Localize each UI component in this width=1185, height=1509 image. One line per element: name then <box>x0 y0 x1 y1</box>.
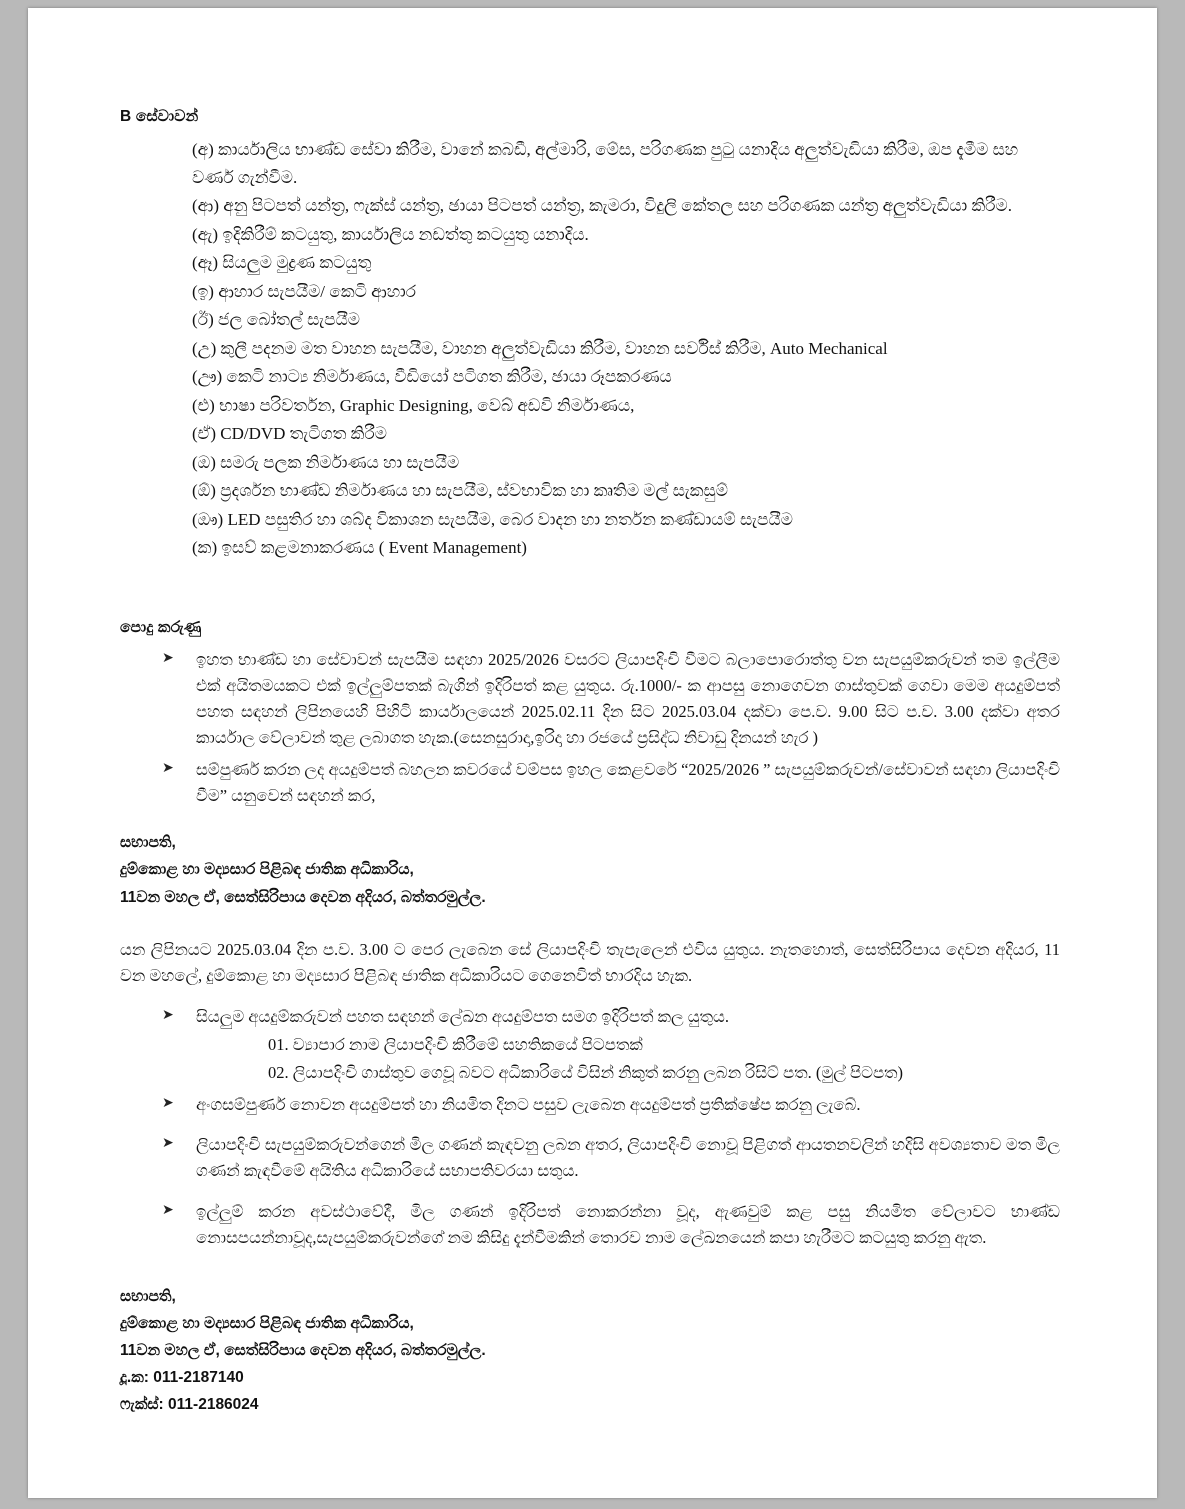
list-item: (ඉ) ආහාර සැපයීම/ කෙටි ආහාර <box>192 281 417 301</box>
address-line: සභාපති, <box>120 834 176 852</box>
spacer <box>120 815 1060 829</box>
address-line: දුම්කොළ හා මද්‍යසාර පිළිබඳ ජාතික අධිකාරිය, <box>120 1314 414 1332</box>
requirements-bullet-list <box>120 1004 1060 1251</box>
address-line: 11වන මහල ඒ, සෙත්සිරිපාය දෙවන අදියර, බත්තරමුල්ල. <box>120 1341 486 1359</box>
spacer <box>120 990 1060 1004</box>
fax-label: ෆැක්ස්: <box>120 1396 164 1414</box>
general-bullet-list <box>120 647 1060 809</box>
list-item: (ඖ) LED පසුතිර හා ශබ්ද විකාශන සැපයීම, බෙර වාදන හා නර්තන කණ්ඩායම් සැපයීම <box>192 509 793 529</box>
fax-line <box>120 1391 1060 1418</box>
list-item: ➤ ඉහත භාණ්ඩ හා සේවාවන් සැපයීම සඳහා 2025/2026 වසරට ලියාපදිංචි වීමට බලාපොරොත්තු වන සැපයුම්කරුවන් තම ඉල්ලීම එක් අයිතමයකට එක් ඉල්ලුම්පතක් බැගින් ඉදිරිපත් කළ යුතුය. රු.1000/- ක ආපසු නොගෙවන ගාස්තුවක් ගෙවා මෙම අයදුම්පත් පහත සඳහන් ලිපිනයෙහි පිහිටි කාර්යාලයෙන් 2025.02.11 දින සිට 2025.03.04 දක්වා පෙ.ව. 9.00 සිට ප.ව. 3.00 දක්වා අතර කාර්යාල වේලාවන් තුළ ලබාගත හැක.(සෙනසුරාදා,ඉරිදා හා රජයේ ප්‍රසිද්ධ නිවාඩු දිනයන් හැර ) <box>156 647 1060 751</box>
list-item: ➤ ලියාපදිංචි සැපයුම්කරුවන්ගෙන් මිල ගණන් කැඳවනු ලබන අතර, ලියාපදිංචි නොවූ පිළිගත් ආයතනවලින් හදිසි අවශ්‍යතාව මත මිල ගණන් කැඳවීමේ අයිතිය අධිකාරියේ සභාපතිවරයා සතුය. <box>156 1132 1060 1184</box>
list-item: (ඒ) CD/DVD තැටිගත කිරීම <box>192 424 387 444</box>
list-item: (එ) භාෂා පරිවර්තන, Graphic Designing, වෙබ් අඩවි නිර්මාණය, <box>192 395 635 415</box>
list-item: (ඊ) ජල බෝතල් සැපයීම <box>192 310 361 330</box>
required-documents-list <box>196 1032 1060 1087</box>
section-b-list <box>120 136 1060 562</box>
spacer <box>120 911 1060 937</box>
document-page <box>28 8 1157 1498</box>
list-item: (ක) ඉසව් කළමනාකරණය ( Event Management) <box>192 538 527 558</box>
submission-paragraph: යන ලිපිනයට 2025.03.04 දින ප.ව. 3.00 ට පෙර ලැබෙන සේ ලියාපදිංචි තැපැලෙන් එවිය යුතුය. නැතහොත්, සෙත්සිරිපාය දෙවන අදියර, 11 වන මහලේ, දුම්කොළ හා මද්‍යසාර පිළිබඳ ජාතික අධිකාරියට ගෙනෙවිත් භාරදිය හැක. <box>120 939 1060 986</box>
list-item: (ආ) අනු පිටපත් යන්ත්‍ර, ෆැක්ස් යන්ත්‍ර, ඡායා පිටපත් යන්ත්‍ර, කැමරා, විදුලි කේතල සහ පරිගණක යන්ත්‍ර අලුත්වැඩියා කිරීම. <box>192 196 1013 216</box>
general-section-title: පොදු කරුණු <box>120 618 202 636</box>
list-item: 02. ලියාපදිංචි ගාස්තුව ගෙවූ බවට අධිකාරියේ විසින් නිකුත් කරනු ලබන රිසිට් පත. (මුල් පිටපත) <box>268 1062 904 1082</box>
address-line: සභාපති, <box>120 1287 176 1305</box>
address-line: දුම්කොළ හා මද්‍යසාර පිළිබඳ ජාතික අධිකාරිය, <box>120 861 414 879</box>
list-item: (ඕ) ප්‍රදර්ශන භාණ්ඩ නිර්මාණය හා සැපයීම, ස්වභාවික හා කෘතිම මල් සැකසුම් <box>192 481 728 501</box>
address-block-bottom <box>120 1283 1060 1419</box>
phone-line <box>120 1364 1060 1391</box>
requirement-text: සියලුම අයදුම්කරුවන් පහත සඳහන් ලේඛන අයදුම්පත සමග ඉදිරිපත් කල යුතුය. <box>196 1006 729 1026</box>
phone-label: දූ.ක: <box>120 1369 149 1387</box>
list-item: (ඌ) කෙටි නාට්‍ය නිර්මාණය, වීඩියෝ පටිගත කිරීම, ඡායා රූපකරණය <box>192 367 672 387</box>
list-item: 01. ව්‍යාපාර නාම ලියාපදිංචි කිරීමේ සහතිකයේ පිටපතක් <box>268 1034 643 1054</box>
list-item <box>156 1004 1060 1087</box>
list-item: ➤ අංගසම්පුර්ණ නොවන අයදුම්පත් හා නියමිත දිනට පසුව ලැබෙන අයදුම්පත් ප්‍රතික්ෂේප කරනු ලැබේ. <box>156 1092 1060 1118</box>
spacer <box>120 563 1060 619</box>
list-item: (ඈ) සියලුම මුද්‍රණ කටයුතු <box>192 253 372 273</box>
list-item: (අ) කාර්යාලිය භාණ්ඩ සේවා කිරීම, වානේ කබඩී, අල්මාරි, මේස, පරිගණක පුටු යනාදිය අලුත්වැඩියා කිරීම, ඔප දැමීම සහ වර්ණ ගැන්වීම. <box>192 140 1019 187</box>
document-content <box>120 108 1060 1418</box>
address-block-top <box>120 829 1060 910</box>
section-b-title: B සේවාවන් <box>120 108 199 125</box>
list-item: (ඇ) ඉදිකිරීම් කටයුතු, කාර්යාලිය නඩත්තු කටයුතු යනාදිය. <box>192 224 589 244</box>
list-item: (ඔ) සමරු පලක නිර්මාණය හා සැපයීම <box>192 452 460 472</box>
list-item: ➤ සම්පුර්ණ කරන ලද අයදුම්පත් බහලන කවරයේ වම්පස ඉහල කෙළවරේ “2025/2026 ” සැපයුම්කරුවන්/සේවාවන් සඳහා ලියාපදිංචි වීම” යනුවෙන් සඳහන් කර, <box>156 757 1060 809</box>
phone-value: 011-2187140 <box>153 1369 244 1387</box>
list-item: ➤ ඉල්ලුම් කරන අවස්ථාවේදී, මිල ගණන් ඉදිරිපත් නොකරන්නා වූද, ඇණවුම් කළ පසු නියමිත වේලාවට භාණ්ඩ නොසපයන්නාවූද,සැපයුම්කරුවන්ගේ නම කිසිදු දැන්වීමකින් තොරව නාම ලේඛනයෙන් කපා හැරීමට කටයුතු කරනු ඇත. <box>156 1199 1060 1251</box>
fax-value: 011-2186024 <box>168 1396 259 1414</box>
list-item: (උ) කුලී පදනම මත වාහන සැපයීම, වාහන අලුත්වැඩියා කිරීම, වාහන සර්විස් කිරීම, Auto Mechanical <box>192 338 888 358</box>
address-line: 11වන මහල ඒ, සෙත්සිරිපාය දෙවන අදියර, බත්තරමුල්ල. <box>120 888 486 906</box>
spacer <box>120 1257 1060 1283</box>
